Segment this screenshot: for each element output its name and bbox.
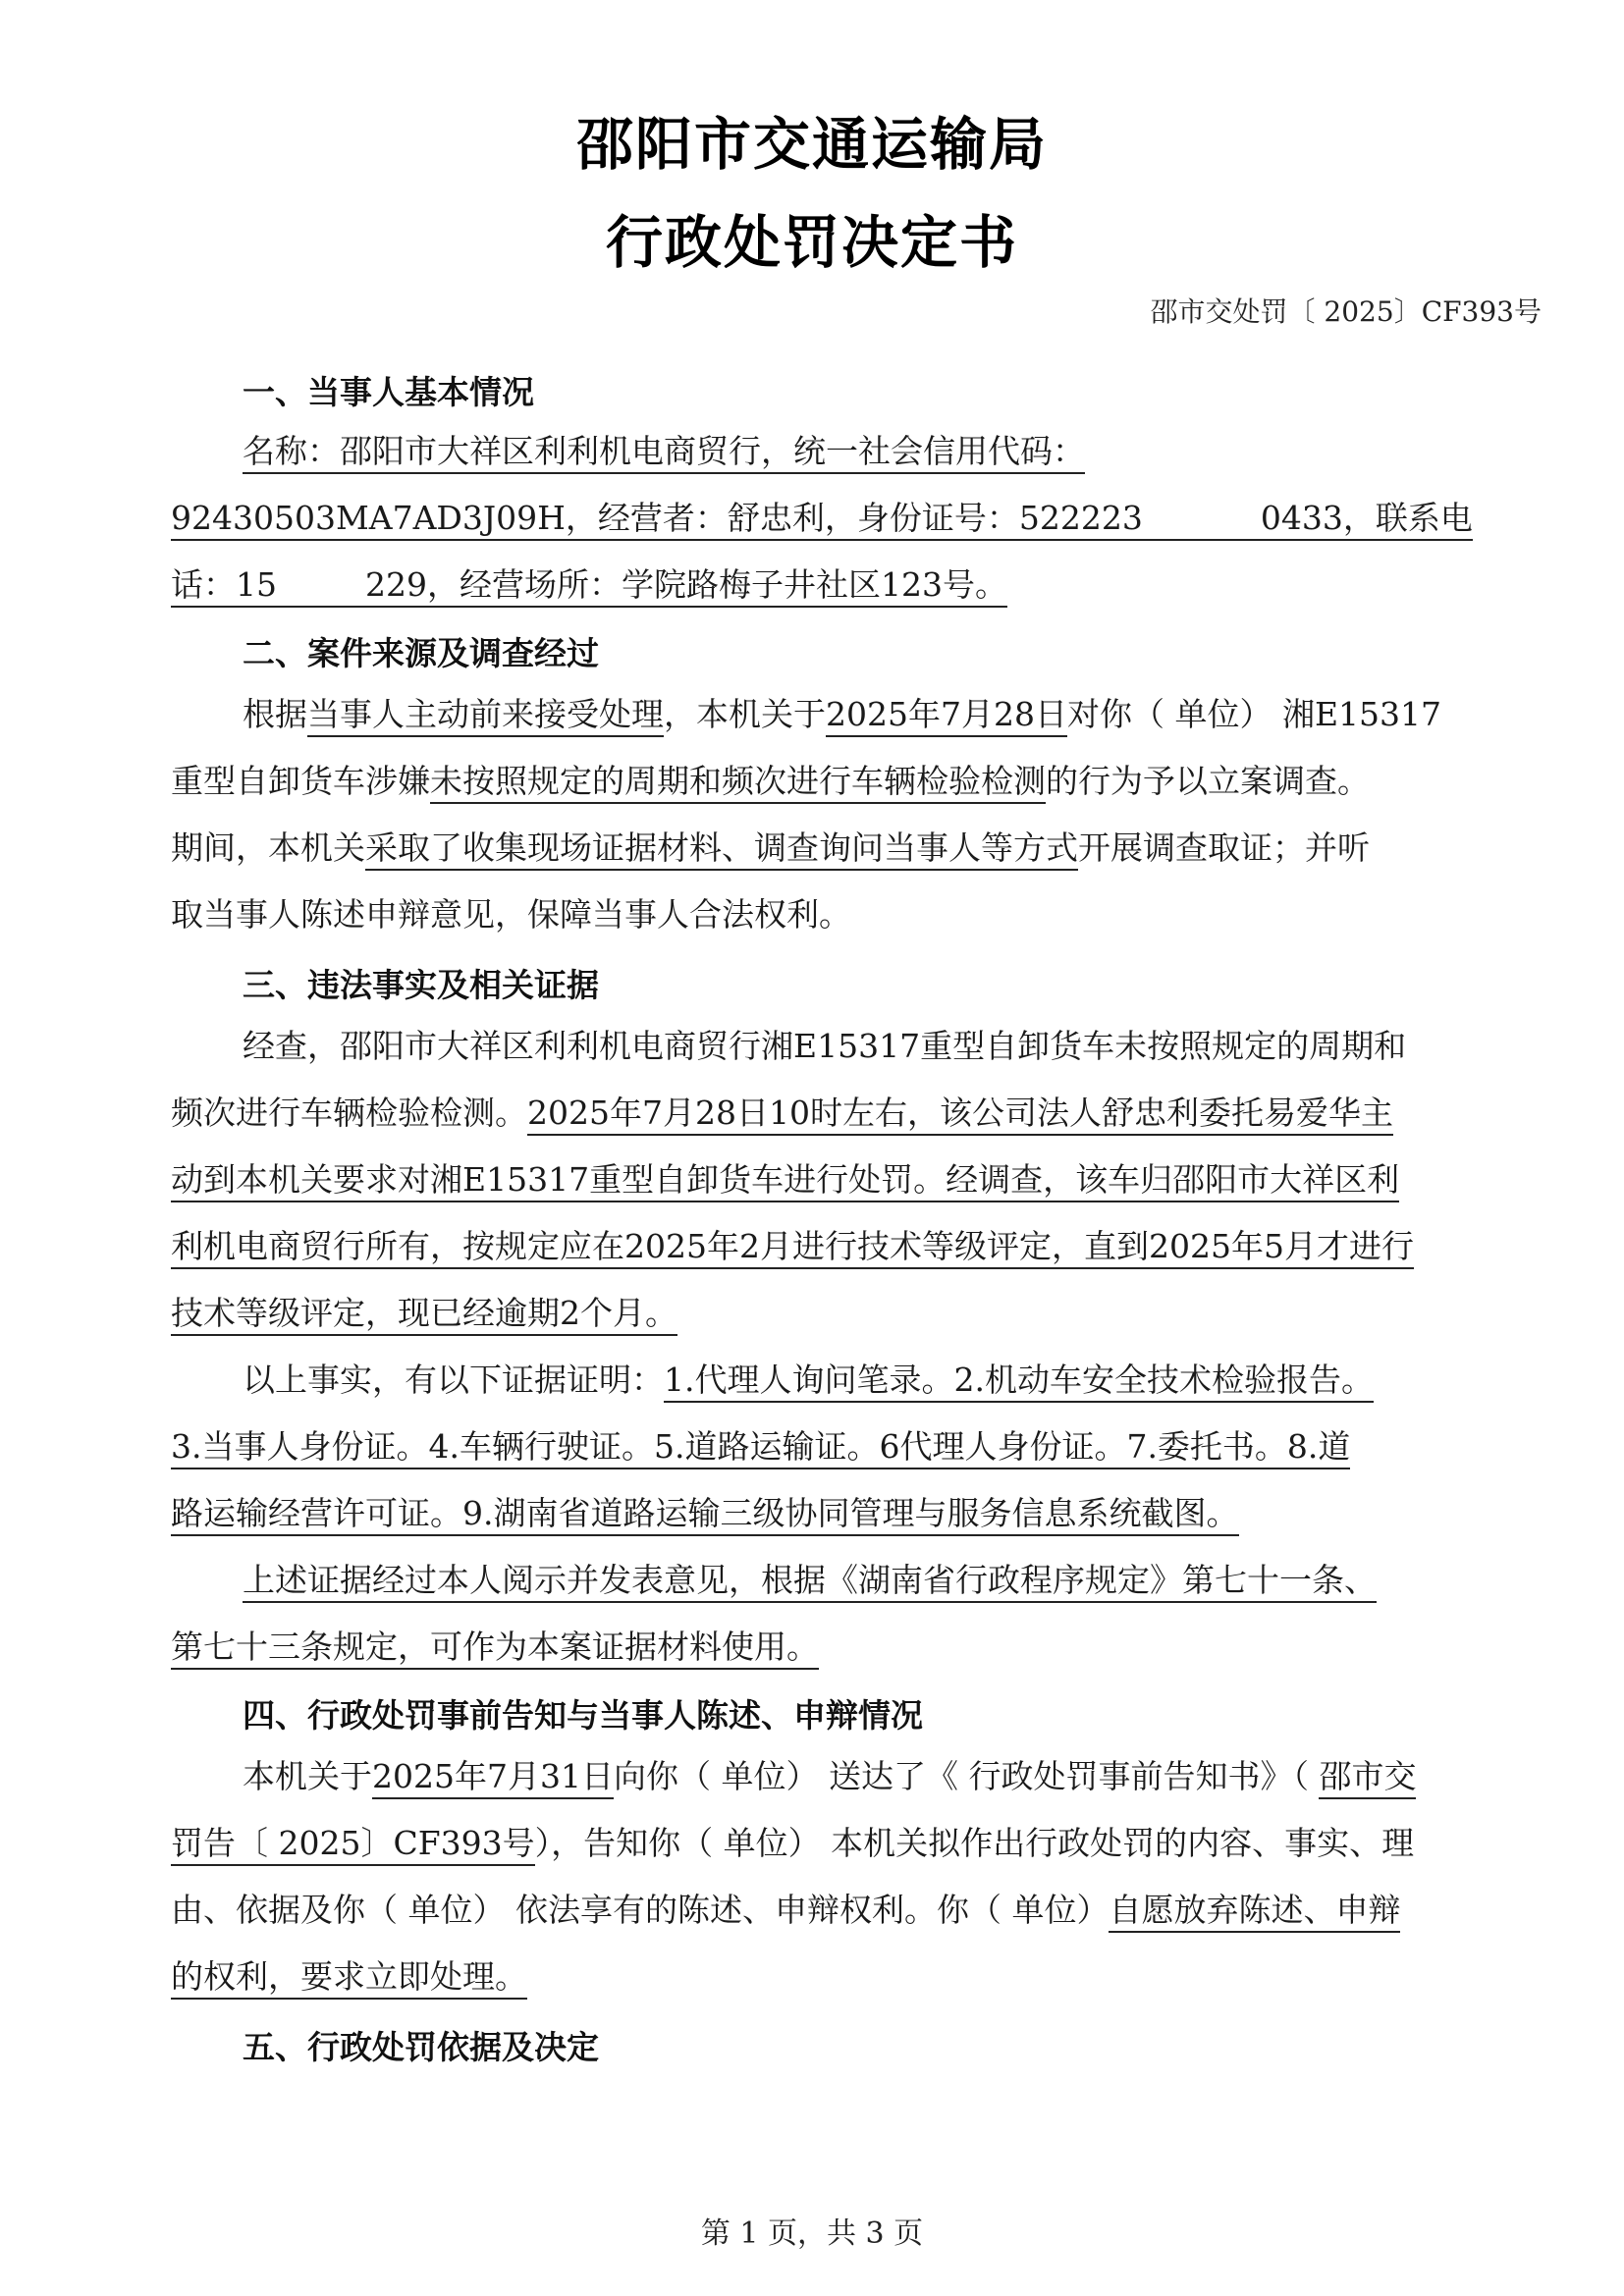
text: ），告知你（ 单位） 本机关拟作出行政处罚的内容、事实、理 [534,1824,1415,1862]
party-name-line [243,432,1085,471]
case-source-line-1 [243,695,1441,734]
document-type-title: 行政处罚决定书 [605,209,1018,276]
party-address: 229，经营场所：学院路梅子井社区123号。 [365,565,1007,604]
evidence-conclusion: 第七十三条规定，可作为本案证据材料使用。 [171,1628,819,1670]
facts-line-1: 经查，邵阳市大祥区利利机电商贸行湘E15317重型自卸货车未按照规定的周期和 [243,1027,1407,1065]
party-phone-label: 0433，联系电 [1260,499,1473,537]
notice-doc-ref: 邵市交 [1319,1757,1416,1799]
facts-line-2 [171,1094,1393,1133]
document-number: 邵市交处罚〔 2025〕CF393号 [1150,295,1542,328]
waiver-text: 自愿放弃陈述、申辩 [1109,1891,1400,1933]
notice-doc-ref: 罚告〔 2025〕CF393号 [171,1824,535,1866]
text: ，本机关于 [664,695,826,733]
text: 期间，本机关 [171,828,365,867]
text: 由、依据及你（ 单位） 依法享有的陈述、申辩权利。你（ 单位） [171,1891,1110,1929]
notice-date: 2025年7月31日 [372,1757,614,1799]
facts-line-4 [171,1227,1414,1266]
section-heading-case-source: 二、案件来源及调查经过 [243,634,599,672]
evidence-conclusion-line-1 [243,1561,1377,1600]
notice-line-1 [243,1757,1416,1796]
text: 开展调查取证；并听 [1078,828,1370,867]
text: 对你（ 单位） 湘E15317 [1066,695,1442,733]
text: 的行为予以立案调查。 [1046,762,1370,800]
case-source-line-3 [171,828,1370,868]
party-address-line [171,565,1007,605]
section-heading-party-info: 一、当事人基本情况 [243,373,534,411]
investigation-methods: 采取了收集现场证据材料、调查询问当事人等方式 [365,828,1078,871]
facts-detail: 动到本机关要求对湘E15317重型自卸货车进行处罚。经调查，该车归邵阳市大祥区利 [171,1160,1399,1202]
text: 本机关于 [243,1757,372,1795]
party-address-text [171,565,1007,608]
facts-detail: 技术等级评定，现已经逾期2个月。 [171,1294,677,1336]
evidence-line-2 [171,1427,1350,1467]
evidence-list: 路运输经营许可证。9.湖南省道路运输三级协同管理与服务信息系统截图。 [171,1494,1239,1536]
evidence-line-1 [243,1361,1374,1400]
case-source-line-2 [171,762,1370,801]
redacted-block [277,572,365,602]
text: 根据 [243,695,307,733]
notice-line-4 [171,1957,527,1997]
issuing-authority-title: 邵阳市交通运输局 [575,111,1048,178]
case-date: 2025年7月28日 [826,695,1067,737]
facts-line-3 [171,1160,1399,1200]
facts-detail: 利机电商贸行所有，按规定应在2025年2月进行技术等级评定，直到2025年5月才进行 [171,1227,1414,1269]
violation-description: 未按照规定的周期和频次进行车辆检验检测 [430,762,1046,804]
facts-detail: 2025年7月28日10时左右，该公司法人舒忠利委托易爱华主 [527,1094,1393,1136]
party-id-line [171,499,1473,538]
section-heading-facts-evidence: 三、违法事实及相关证据 [243,966,599,1004]
case-source-text: 当事人主动前来接受处理 [307,695,664,737]
notice-line-3 [171,1891,1400,1930]
party-credit-and-id: 92430503MA7AD3J09H，经营者：舒忠利，身份证号：522223 [171,499,1143,537]
text: 向你（ 单位） 送达了《 行政处罚事前告知书》（ [613,1757,1320,1795]
notice-line-2 [171,1824,1414,1863]
text: 重型自卸货车涉嫌 [171,762,430,800]
evidence-line-3 [171,1494,1239,1533]
party-name-text: 名称：邵阳市大祥区利利机电商贸行，统一社会信用代码： [243,432,1085,474]
waiver-text: 的权利，要求立即处理。 [171,1957,527,2000]
case-source-line-4: 取当事人陈述申辩意见，保障当事人合法权利。 [171,895,851,934]
text: 频次进行车辆检验检测。 [171,1094,527,1132]
text: 以上事实，有以下证据证明： [243,1361,664,1399]
redacted-block [1143,506,1261,535]
section-heading-penalty-decision: 五、行政处罚依据及决定 [243,2028,599,2066]
section-heading-prior-notice: 四、行政处罚事前告知与当事人陈述、申辩情况 [243,1696,923,1735]
evidence-conclusion: 上述证据经过本人阅示并发表意见，根据《湖南省行政程序规定》第七十一条、 [243,1561,1377,1603]
facts-line-5 [171,1294,677,1333]
evidence-conclusion-line-2 [171,1628,819,1667]
page-number-footer: 第 1 页，共 3 页 [700,2216,924,2251]
evidence-list: 1.代理人询问笔录。2.机动车安全技术检验报告。 [664,1361,1374,1403]
party-id-text-a [171,499,1473,541]
evidence-list: 3.当事人身份证。4.车辆行驶证。5.道路运输证。6代理人身份证。7.委托书。8.道 [171,1427,1350,1469]
party-phone-prefix: 话：15 [171,565,277,604]
